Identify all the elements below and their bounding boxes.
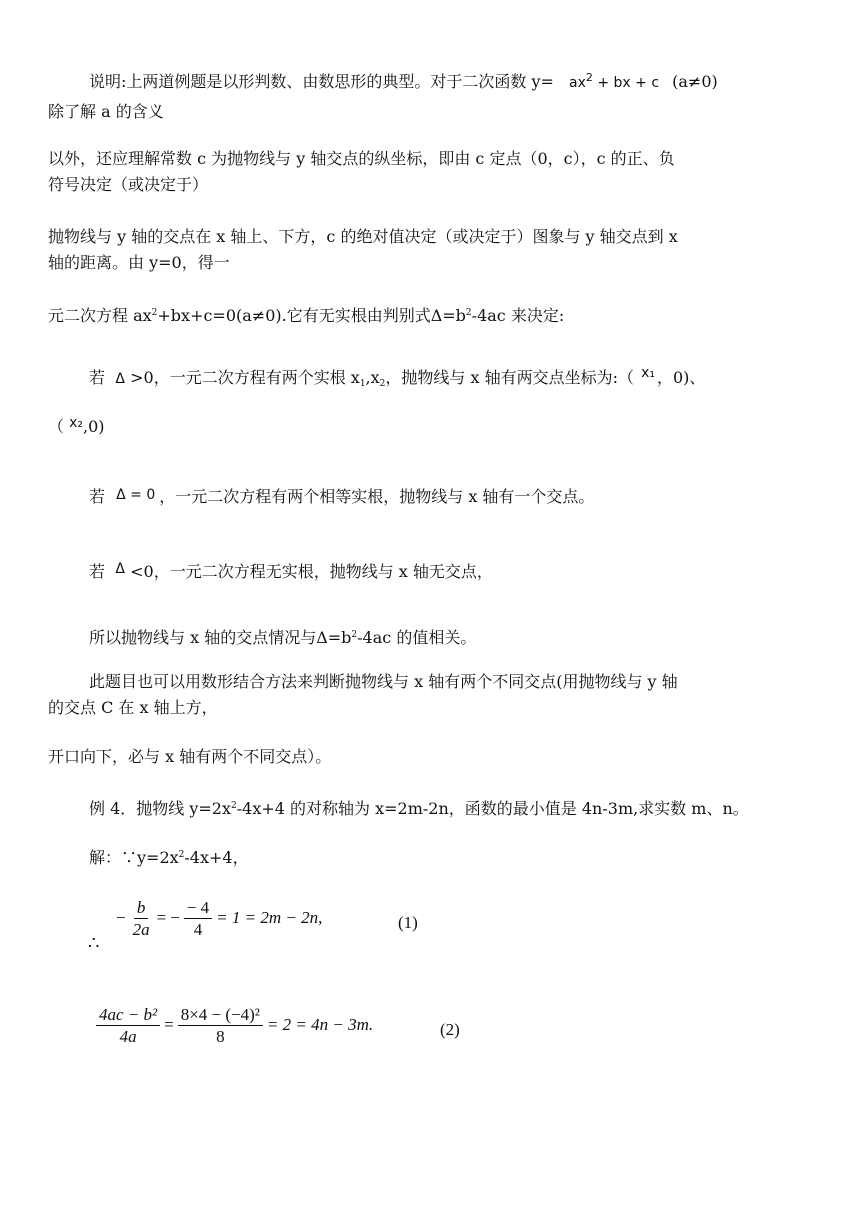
text: +bx+c=0(a≠0).它有无实根由判别式Δ=b xyxy=(157,306,466,325)
minus-sign: − xyxy=(116,908,126,928)
superscript: 2 xyxy=(178,850,185,860)
text: -4ac 来决定: xyxy=(471,306,565,325)
solution-line xyxy=(89,844,814,869)
para-alt-line2: 的交点 C 在 x 轴上方， xyxy=(48,698,218,717)
superscript: 2 xyxy=(231,801,237,811)
para-c-line3: 抛物线与 y 轴的交点在 x 轴上、下方，c 的绝对值决定（或决定于）图象与 y 轴交点到 x xyxy=(48,227,678,246)
superscript: 2 xyxy=(351,630,358,640)
denominator: 4 xyxy=(193,920,203,939)
text: ,x xyxy=(365,368,380,387)
text: -4ac 的值相关。 xyxy=(357,628,477,647)
minus-sign: − xyxy=(170,908,180,928)
para-alt-line1: 此题目也可以用数形结合方法来判断抛物线与 x 轴有两个不同交点(用抛物线与 y 轴 xyxy=(89,672,678,691)
example-4-line xyxy=(89,795,814,820)
equation-1-tag: (1) xyxy=(398,913,418,932)
text: 解：∵y=2x xyxy=(89,848,179,867)
equation-rest: = 1 = 2m − 2n, xyxy=(216,908,323,928)
text: -4x+4， xyxy=(184,848,249,867)
text: (a≠0) xyxy=(672,72,718,91)
fraction-vertex-y xyxy=(96,1005,160,1048)
text: >0，一元二次方程有两个实根 x xyxy=(130,368,360,387)
text: 若 xyxy=(89,368,106,387)
superscript: 2 xyxy=(465,308,472,318)
numerator: 8×4 − (−4)² xyxy=(178,1005,263,1026)
denominator: 8 xyxy=(216,1027,225,1046)
formula-delta-zero: Δ = 0 xyxy=(116,487,156,503)
delta-symbol: Δ xyxy=(115,371,125,387)
numerator: 4ac − b² xyxy=(96,1005,160,1026)
equals-sign: = xyxy=(164,1015,174,1035)
text: 例 4．抛物线 y=2x xyxy=(89,799,232,818)
text: ,0) xyxy=(83,417,105,436)
para-c-line1: 以外，还应理解常数 c 为抛物线与 y 轴交点的纵坐标，即由 c 定点（0，c），c 的正、负 xyxy=(48,149,675,168)
superscript: 2 xyxy=(151,308,158,318)
conclusion-line xyxy=(89,624,814,649)
text: ，一元二次方程有两个相等实根，抛物线与 x 轴有一个交点。 xyxy=(159,487,595,506)
denominator: 4a xyxy=(119,1027,137,1046)
text: ，0)、 xyxy=(656,368,706,387)
para-equation-line xyxy=(48,302,814,327)
para-intro-line2: 除了解 a 的含义 xyxy=(48,102,164,121)
para-c-line4: 轴的距离。由 y=0，得一 xyxy=(48,253,230,272)
case-negative-line xyxy=(89,561,814,584)
numerator: − 4 xyxy=(184,898,212,919)
numerator: b xyxy=(134,898,149,919)
text: （ xyxy=(48,417,65,436)
text: 所以抛物线与 x 轴的交点情况与Δ=b xyxy=(89,628,352,647)
text: -4x+4 的对称轴为 x=2m-2n，函数的最小值是 4n-3m,求实数 m、n。 xyxy=(236,799,749,818)
case-zero-line xyxy=(89,486,814,509)
equation-2 xyxy=(96,1005,373,1048)
equation-2-tag: (2) xyxy=(440,1020,460,1039)
therefore-symbol: ∴ xyxy=(88,933,100,953)
text: 元二次方程 ax xyxy=(48,306,152,325)
denominator: 2a xyxy=(132,920,150,939)
fraction-b-over-2a xyxy=(130,898,153,941)
delta-symbol: Δ xyxy=(115,561,125,577)
para-c-line2: 符号决定（或决定于） xyxy=(48,175,209,194)
formula-quadratic: $ax^2$ + bx + c xyxy=(569,71,660,91)
text: 说明:上两道例题是以形判数、由数思形的典型。对于二次函数 y= xyxy=(89,72,554,91)
para-alt-line3: 开口向下，必与 x 轴有两个不同交点）。 xyxy=(48,747,332,766)
subscript: 2 xyxy=(379,379,386,389)
equals-sign: = xyxy=(156,908,167,928)
equation-1 xyxy=(116,898,322,941)
text: 若 xyxy=(89,562,106,581)
equation-rest: = 2 = 4n − 3m. xyxy=(266,1015,374,1035)
para-intro-line1 xyxy=(89,67,814,94)
case-positive-line1 xyxy=(89,367,814,395)
formula-x2: x₂ xyxy=(69,415,84,431)
case-positive-line2 xyxy=(48,416,814,439)
fraction-numeric xyxy=(178,1005,263,1048)
subscript: 1 xyxy=(359,379,366,389)
formula-x1: x₁ xyxy=(641,365,655,381)
text: ，抛物线与 x 轴有两交点坐标为:（ xyxy=(385,368,634,387)
text: 若 xyxy=(89,487,106,506)
text: <0，一元二次方程无实根，抛物线与 x 轴无交点， xyxy=(130,562,493,581)
fraction-minus4-over-4 xyxy=(184,898,212,941)
